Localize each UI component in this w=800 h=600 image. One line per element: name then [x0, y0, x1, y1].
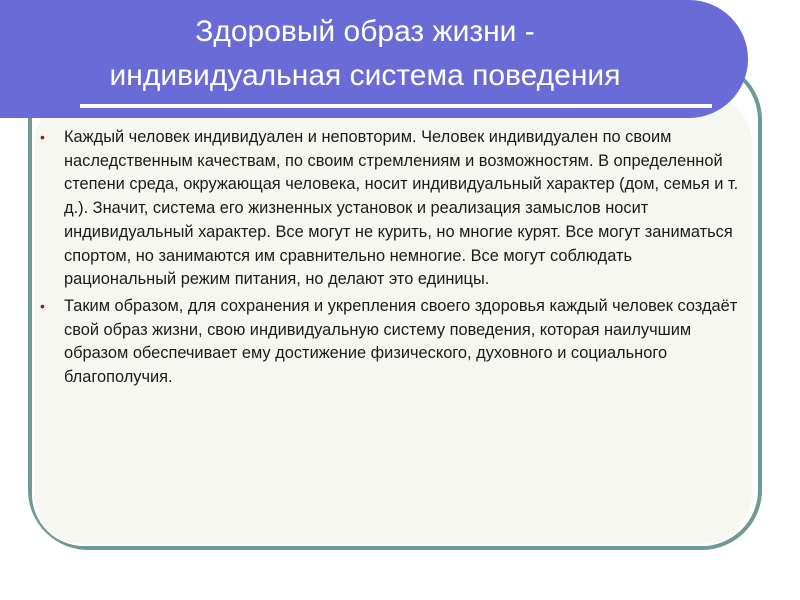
bullet-icon: •: [40, 129, 45, 145]
bullet-icon: •: [40, 297, 45, 314]
list-item: [40, 126, 740, 292]
title-banner: [0, 0, 748, 118]
title-line-1: Здоровый образ жизни -: [195, 15, 535, 48]
bullet-text: Таким образом, для сохранения и укрепления своего здоровья каждый человек создаёт свой образ жизни, свою индивидуальную систему поведения, которая наилучшим образом обеспечивает ему достижение физического, духовного и социального благополучия.: [64, 296, 738, 387]
list-item: [40, 295, 740, 390]
bullet-text: Каждый человек индивидуален и неповторим. Человек индивидуален по своим наследственным качествам, по своим стремлениям и возможностям. В определенной степени среда, окружающая человека, носит индивидуальный характер (дом, семья и т. д.). Значит, система его жизненных установок и реализация замыслов носит индивидуальный характер. Все могут не курить, но многие курят. Все могут заниматься спортом, но занимаются им сравнительно немногие. Все могут соблюдать рациональный режим питания, но делают это единицы.: [64, 128, 739, 289]
slide-title: [0, 10, 730, 98]
bullet-list: [40, 126, 740, 393]
title-line-2: индивидуальная система поведения: [109, 59, 621, 92]
